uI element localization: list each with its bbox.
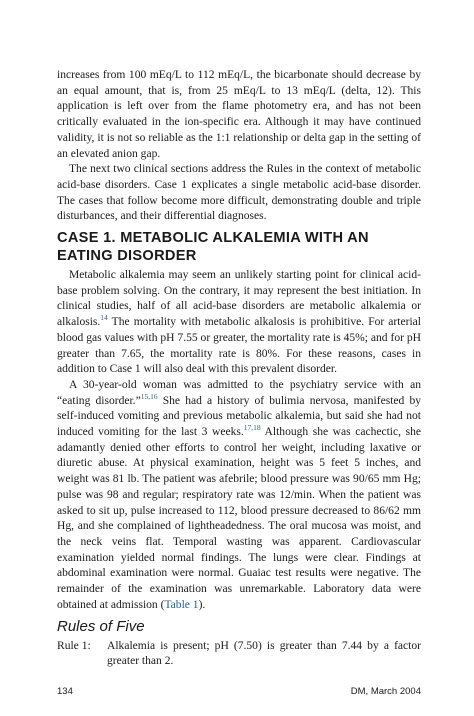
reference-17-18[interactable]: 17,18 (243, 423, 261, 433)
case-intro-text-a: Metabolic alkalemia may seem an unlikely starting point for clinical acid-base problem solving. On the contrary, it may represent the best initiation. In clinical studies, half of all acid-base disorders are metabolic alkalemia or alkalosis. (57, 269, 421, 329)
page-number: 134 (57, 686, 73, 697)
patient-text-a: A 30-year-old woman was admitted to the psychiatry service with an “eating disorder.” (57, 378, 421, 407)
rule-1-text: Alkalemia is present; pH (7.50) is greater than 7.44 by a factor greater than 2. (107, 639, 421, 668)
reference-14[interactable]: 14 (100, 313, 108, 323)
patient-text-b: She had a history of bulimia nervosa, manifested by self-induced vomiting and previous metabolic alkalemia, but said she had not induced vomiting for the last 3 weeks. (57, 394, 421, 439)
table-1-link[interactable]: Table 1 (164, 598, 199, 611)
page-footer (57, 686, 421, 697)
journal-issue: DM, March 2004 (350, 686, 421, 697)
paragraph-next-sections: The next two clinical sections address the Rules in the context of metabolic acid-base disorders. Case 1 explicates a single metabolic acid-base disorder. The cases that follow become more difficult, demonstrating double and triple disturbances, and their differential diagnoses. (57, 163, 421, 223)
rule-1-label: Rule 1: (57, 639, 91, 652)
patient-text-d: ). (198, 598, 206, 611)
paragraph-intro: increases from 100 mEq/L to 112 mEq/L, the bicarbonate should decrease by an equal amount, that is, from 25 mEq/L to 13 mEq/L (delta, 12). This application is left over from the flame photometry era, and has not been critically evaluated in the ion-specific era. Although it may have continued validity, it is not so reliable as the 1:1 relationship or delta gap in the setting of an elevated anion gap. (57, 69, 421, 160)
case-intro-text-b: The mortality with metabolic alkalosis is prohibitive. For arterial blood gas values with pH 7.55 or greater, the mortality rate is 45%; and for pH greater than 7.65, the mortality rate is 80%. For these reasons, cases in addition to Case 1 will also deal with this prevalent disorder. (57, 316, 421, 376)
rule-1 (57, 639, 421, 670)
rules-heading: Rules of Five (57, 617, 145, 635)
paragraph-case-intro (57, 268, 421, 378)
reference-15-16[interactable]: 15,16 (140, 391, 158, 401)
patient-text-c: Although she was cachectic, she adamantly denied other efforts to control her weight, including laxative or diuretic abuse. At physical examination, height was 5 feet 5 inches, and weight was 81 lb. The patient was afebrile; blood pressure was 90/65 mm Hg; pulse was 98 and regular; respiratory rate was 12/min. When the patient was asked to sit up, pulse increased to 112, blood pressure decreased to 86/62 mm Hg, and she complained of lightheadedness. The oral mucosa was moist, and the neck veins flat. Temporal wasting was apparent. Cardiovascular examination yielded normal findings. The lungs were clear. Findings at abdominal examination were normal. Guaiac test results were negative. The remainder of the examination was unremarkable. Laboratory data were obtained at admission ( (57, 426, 421, 611)
paragraph-patient (57, 378, 421, 614)
case-heading: CASE 1. METABOLIC ALKALEMIA WITH AN EATING DISORDER (57, 230, 369, 265)
document-body (57, 68, 421, 670)
